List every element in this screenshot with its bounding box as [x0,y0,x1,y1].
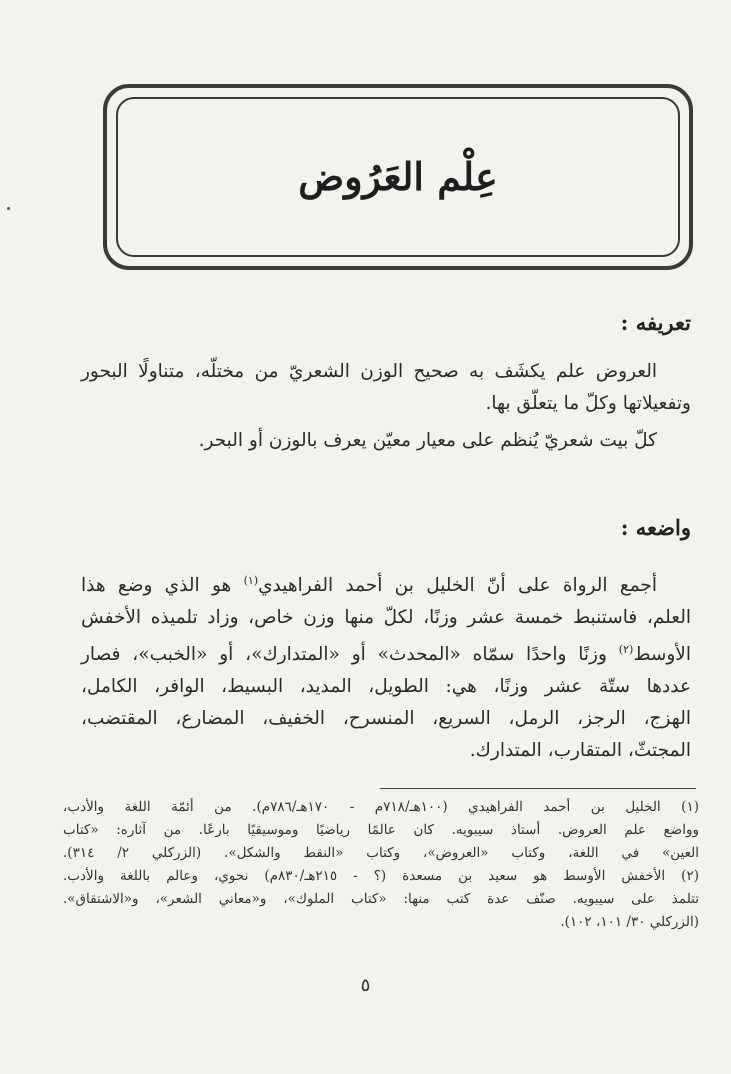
footnote-1-line-1: (١) الخليل بن أحمد الفراهيدي (١٠٠هـ/٧١٨م - ١٧٠هـ/٧٨٦م). من أئمّة اللغة والأدب، [63,799,699,815]
scan-speck [7,207,10,210]
founder-line-5: الهزج، الرجز، الرمل، السريع، المنسرح، الخفيف، المضارع، المقتضب، [81,708,691,730]
footnote-1-line-3: العين» في اللغة، وكتاب «العروض»، وكتاب «النقط والشكل». (الزركلي ٢/ ٣١٤). [63,845,700,861]
footnote-2-line-1: (٢) الأخفش الأوسط هو سعيد بن مسعدة (؟ - ٢١٥هـ/٨٣٠م) نحوي، وعالم باللغة والأدب. [63,868,699,884]
definition-paragraph [81,356,691,420]
verse-definition-line: كلّ بيت شعريّ يُنظم على معيار معيّن يعرف بالوزن أو البحر. [198,430,657,451]
page-number: ٥ [360,975,371,996]
founder-line-1 [81,565,691,602]
founder-heading: واضعه : [620,515,691,540]
footnote-2-line-3: (الزركلي ٣٠/ ١٠١، ١٠٢). [560,914,699,930]
title-frame [103,84,693,270]
chapter-title: عِلْم العَرُوض [298,154,498,199]
footnotes [63,796,699,934]
title-frame-inner [116,97,680,257]
definition-line-2: وتفعيلاتها وكلّ ما يتعلّق بها. [485,393,691,414]
founder-line-3-a: الأوسط [633,644,691,666]
founder-line-6: المجتثّ، المتقارب، المتدارك. [469,740,691,762]
footnote-ref-2: (٢) [618,643,634,657]
founder-line-3-b: وزنًا واحدًا سمّاه «المحدث» أو «المتدارك»، أو «الخبب»، فصار [81,644,619,666]
definition-heading: تعريفه : [620,310,691,335]
footnote-2-line-2: تتلمذ على سيبويه. صنّف عدة كتب منها: «كتاب الملوك»، و«معاني الشعر»، و«الاشتقاق». [63,891,699,907]
footnote-ref-1: (١) [243,574,259,587]
definition-line-1: العروض علم يكشَف به صحيح الوزن الشعريّ من مختلّه، متناولًا البحور [81,361,657,382]
founder-line-4: عددها ستّة عشر وزنًا، هي: الطويل، المديد، البسيط، الوافر، الكامل، [81,676,691,698]
verse-definition [81,425,691,457]
footnote-1-line-2: وواضع علم العروض. أستاذ سيبويه. كان عالمًا رياضيًا وموسيقيًا بارعًا. من آثاره: «كتاب [63,822,699,838]
founder-line-1-b: هو الذي وضع هذا [81,575,244,597]
founder-paragraph [81,565,691,767]
founder-line-3 [81,634,691,671]
footnote-divider [380,788,696,789]
founder-line-1-a: أجمع الرواة على أنّ الخليل بن أحمد الفراهيدي [258,575,657,597]
founder-line-2: العلم، فاستنبط خمسة عشر وزنًا، لكلّ منها وزن خاص، وزاد تلميذه الأخفش [81,607,691,629]
